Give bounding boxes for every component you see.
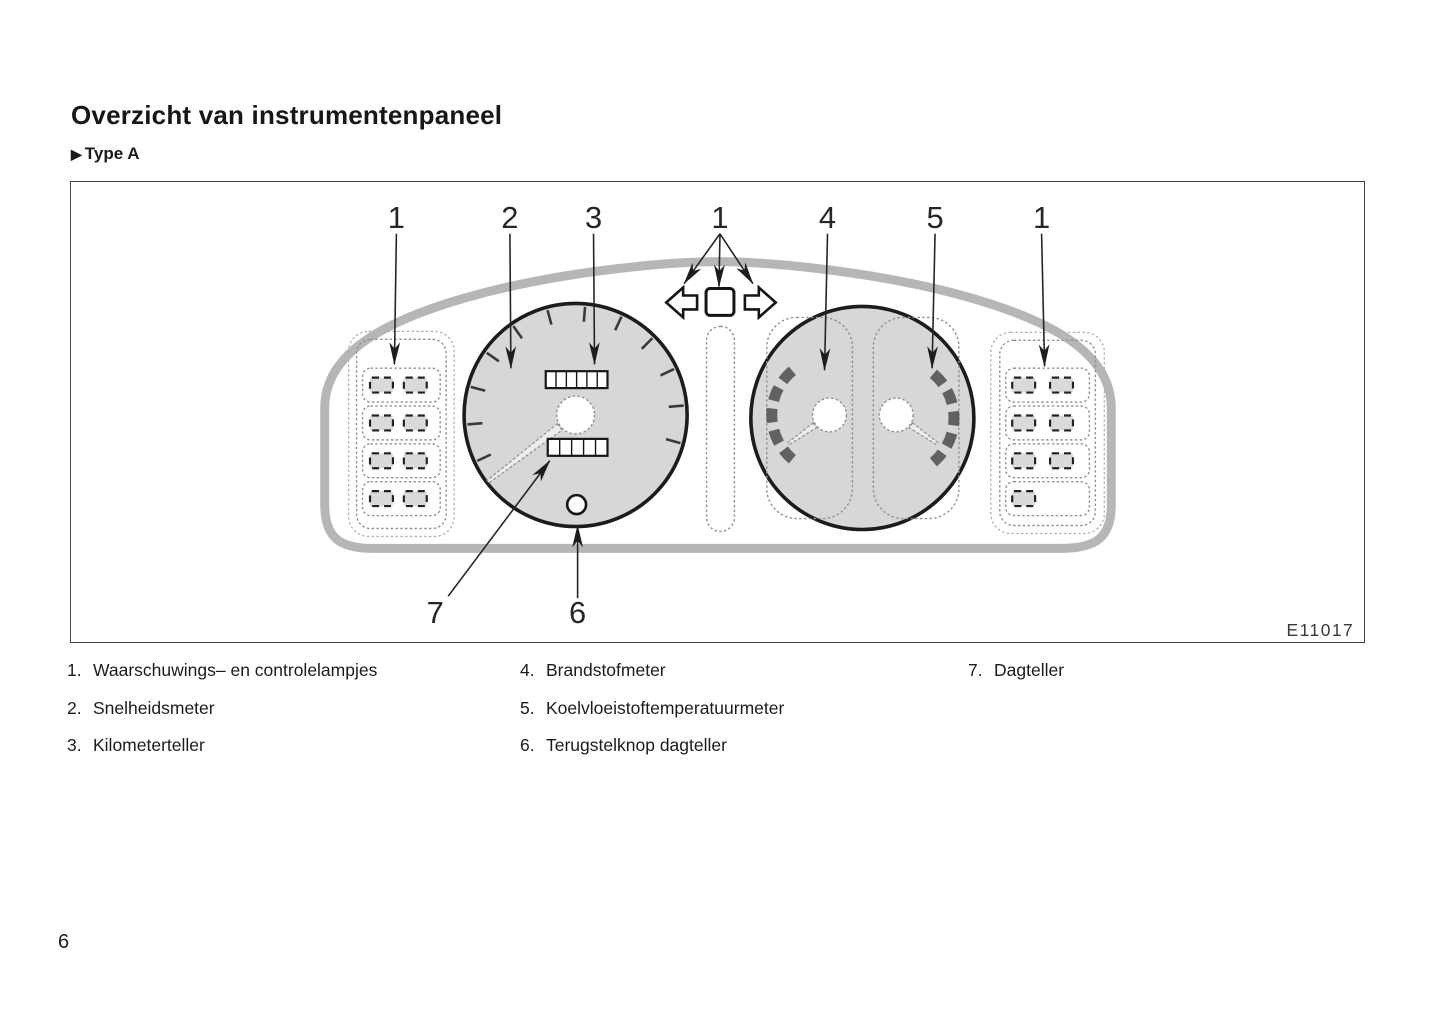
legend-item-label: Waarschuwings– en controlelampjes <box>93 660 378 680</box>
instrument-cluster-diagram <box>71 182 1364 642</box>
warning-lamp <box>1012 491 1035 506</box>
instrument-panel-figure <box>70 181 1365 643</box>
callout-number-3: 3 <box>584 199 603 235</box>
temperature-gauge-hub <box>879 398 913 432</box>
type-variant-label <box>71 144 140 164</box>
legend-column-3 <box>968 661 1064 699</box>
legend-item <box>67 736 377 754</box>
page-title: Overzicht van instrumentenpaneel <box>71 100 503 130</box>
warning-lamp <box>1050 453 1073 468</box>
odometer-display <box>546 371 608 388</box>
warning-lamp <box>370 415 393 430</box>
fuel-gauge-hub <box>813 398 847 432</box>
type-label-text: Type A <box>84 144 140 163</box>
legend-item-label: Dagteller <box>994 660 1065 680</box>
warning-lamp <box>404 491 427 506</box>
warning-lamp <box>370 378 393 393</box>
legend-item <box>520 699 784 717</box>
legend-item <box>520 736 784 754</box>
legend-item-number: 5. <box>520 697 535 718</box>
legend-item-label: Terugstelknop dagteller <box>546 735 727 755</box>
legend-item-label: Snelheidsmeter <box>93 697 215 718</box>
warning-lamp <box>1012 378 1035 393</box>
legend-item-label: Brandstofmeter <box>546 660 666 680</box>
warning-lamp <box>370 453 393 468</box>
legend-item-number: 4. <box>520 660 535 680</box>
legend-column-1 <box>67 661 377 774</box>
legend-item-number: 1. <box>67 660 82 680</box>
callout-number-2: 2 <box>501 199 519 235</box>
legend-item-number: 6. <box>520 735 535 755</box>
callout-number-4: 4 <box>818 199 837 235</box>
speedometer-gauge <box>464 303 687 526</box>
turn-signal-indicators <box>666 288 776 318</box>
callout-number-1-left: 1 <box>387 199 405 235</box>
callout-number-1-right: 1 <box>1033 199 1051 235</box>
legend-column-2 <box>520 661 784 774</box>
callout-number-6: 6 <box>569 595 587 631</box>
type-marker-icon: ▶ <box>71 146 82 162</box>
warning-lamp <box>404 415 427 430</box>
legend-item <box>520 661 784 679</box>
page-number: 6 <box>58 931 70 953</box>
legend-item-number: 3. <box>67 735 82 755</box>
legend-item <box>968 661 1064 679</box>
legend-item-number: 7. <box>968 660 983 680</box>
callout-number-5: 5 <box>926 199 944 235</box>
legend-item <box>67 661 377 679</box>
speedometer-hub <box>557 396 595 434</box>
callout-number-7: 7 <box>426 595 444 631</box>
indicator-lamp-box-icon <box>706 289 734 316</box>
legend-item-label: Kilometerteller <box>93 735 205 755</box>
warning-lamp <box>404 378 427 393</box>
warning-lamp <box>1050 415 1073 430</box>
fuel-and-temperature-gauge <box>751 306 974 529</box>
warning-lamp <box>404 453 427 468</box>
warning-lamp <box>1012 415 1035 430</box>
legend-item-label: Koelvloeistoftemperatuurmeter <box>546 697 785 718</box>
legend-item-number: 2. <box>67 697 82 718</box>
warning-lamp <box>370 491 393 506</box>
callout-number-1-center: 1 <box>711 199 729 235</box>
warning-lamp <box>1012 453 1035 468</box>
warning-lamp <box>1050 378 1073 393</box>
trip-reset-button <box>567 495 586 514</box>
legend-item <box>67 699 377 717</box>
trip-odometer-display <box>548 439 608 456</box>
figure-code: E11017 <box>1286 620 1355 641</box>
